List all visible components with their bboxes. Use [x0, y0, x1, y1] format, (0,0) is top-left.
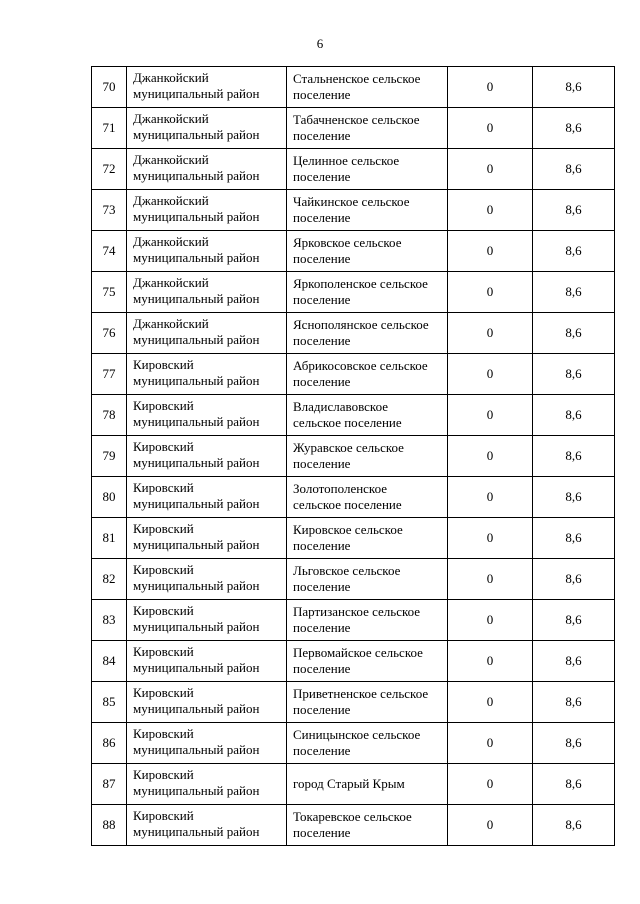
settlement-cell [287, 436, 448, 477]
table-row [92, 436, 615, 477]
value-2-cell: 8,6 [533, 682, 615, 723]
district-name: Кировский муниципальный район [133, 521, 260, 552]
district-name: Кировский муниципальный район [133, 439, 260, 470]
row-number: 81 [92, 518, 127, 559]
district-cell [127, 108, 287, 149]
value-2-cell: 8,6 [533, 354, 615, 395]
district-cell [127, 805, 287, 846]
settlement-name: Ярковское сельское поселение [293, 235, 402, 266]
value-1-cell: 0 [448, 231, 533, 272]
settlement-name: Чайкинское сельское поселение [293, 194, 410, 225]
row-number: 83 [92, 600, 127, 641]
district-name: Джанкойский муниципальный район [133, 70, 260, 101]
district-cell [127, 518, 287, 559]
settlement-cell [287, 190, 448, 231]
value-1-cell: 0 [448, 600, 533, 641]
value-1-cell: 0 [448, 67, 533, 108]
district-cell [127, 272, 287, 313]
row-number: 78 [92, 395, 127, 436]
value-2-cell: 8,6 [533, 149, 615, 190]
row-number: 72 [92, 149, 127, 190]
district-name: Джанкойский муниципальный район [133, 111, 260, 142]
settlement-cell [287, 559, 448, 600]
district-cell [127, 395, 287, 436]
table-row [92, 149, 615, 190]
settlement-cell [287, 641, 448, 682]
table-row [92, 600, 615, 641]
district-name: Кировский муниципальный район [133, 685, 260, 716]
district-name: Кировский муниципальный район [133, 603, 260, 634]
settlement-cell [287, 67, 448, 108]
district-cell [127, 436, 287, 477]
settlement-name: город Старый Крым [293, 776, 405, 791]
value-1-cell: 0 [448, 682, 533, 723]
value-1-cell: 0 [448, 149, 533, 190]
value-2-cell: 8,6 [533, 395, 615, 436]
value-2-cell: 8,6 [533, 559, 615, 600]
district-cell [127, 477, 287, 518]
settlement-cell [287, 231, 448, 272]
row-number: 71 [92, 108, 127, 149]
settlement-cell [287, 313, 448, 354]
district-cell [127, 313, 287, 354]
settlement-name: Токаревское сельское поселение [293, 809, 412, 840]
settlement-cell [287, 805, 448, 846]
settlement-name: Табачненское сельское поселение [293, 112, 420, 143]
settlement-cell [287, 600, 448, 641]
value-1-cell: 0 [448, 805, 533, 846]
settlement-name: Владиславовское сельское поселение [293, 399, 402, 430]
district-name: Кировский муниципальный район [133, 562, 260, 593]
value-1-cell: 0 [448, 354, 533, 395]
table-body [92, 67, 615, 846]
row-number: 85 [92, 682, 127, 723]
settlement-cell [287, 764, 448, 805]
settlement-cell [287, 518, 448, 559]
table-row [92, 805, 615, 846]
district-cell [127, 764, 287, 805]
value-2-cell: 8,6 [533, 231, 615, 272]
table-row [92, 313, 615, 354]
table-row [92, 395, 615, 436]
table-row [92, 354, 615, 395]
district-cell [127, 723, 287, 764]
district-name: Кировский муниципальный район [133, 398, 260, 429]
district-name: Джанкойский муниципальный район [133, 316, 260, 347]
table-row [92, 231, 615, 272]
district-cell [127, 149, 287, 190]
district-name: Джанкойский муниципальный район [133, 275, 260, 306]
row-number: 76 [92, 313, 127, 354]
row-number: 77 [92, 354, 127, 395]
value-2-cell: 8,6 [533, 67, 615, 108]
row-number: 84 [92, 641, 127, 682]
row-number: 79 [92, 436, 127, 477]
value-2-cell: 8,6 [533, 600, 615, 641]
row-number: 70 [92, 67, 127, 108]
district-name: Кировский муниципальный район [133, 808, 260, 839]
settlement-name: Золотополенское сельское поселение [293, 481, 402, 512]
table-row [92, 108, 615, 149]
value-1-cell: 0 [448, 764, 533, 805]
value-1-cell: 0 [448, 518, 533, 559]
table-row [92, 190, 615, 231]
page-number: 6 [316, 36, 324, 51]
table-row [92, 67, 615, 108]
settlement-cell [287, 108, 448, 149]
settlement-name: Кировское сельское поселение [293, 522, 403, 553]
district-name: Кировский муниципальный район [133, 357, 260, 388]
settlement-name: Абрикосовское сельское поселение [293, 358, 428, 389]
value-2-cell: 8,6 [533, 313, 615, 354]
table-row [92, 559, 615, 600]
district-cell [127, 354, 287, 395]
row-number: 82 [92, 559, 127, 600]
row-number: 87 [92, 764, 127, 805]
settlement-name: Льговское сельское поселение [293, 563, 401, 594]
table-row [92, 682, 615, 723]
table-row [92, 641, 615, 682]
value-1-cell: 0 [448, 272, 533, 313]
district-name: Кировский муниципальный район [133, 767, 260, 798]
value-1-cell: 0 [448, 723, 533, 764]
district-name: Кировский муниципальный район [133, 644, 260, 675]
settlements-table [91, 66, 615, 846]
district-name: Джанкойский муниципальный район [133, 234, 260, 265]
district-name: Кировский муниципальный район [133, 726, 260, 757]
settlement-cell [287, 272, 448, 313]
value-1-cell: 0 [448, 190, 533, 231]
district-cell [127, 231, 287, 272]
value-2-cell: 8,6 [533, 518, 615, 559]
settlement-name: Партизанское сельское поселение [293, 604, 421, 635]
settlement-cell [287, 149, 448, 190]
settlement-cell [287, 477, 448, 518]
value-2-cell: 8,6 [533, 723, 615, 764]
table-row [92, 272, 615, 313]
value-1-cell: 0 [448, 559, 533, 600]
value-2-cell: 8,6 [533, 764, 615, 805]
table-row [92, 477, 615, 518]
row-number: 74 [92, 231, 127, 272]
value-2-cell: 8,6 [533, 436, 615, 477]
row-number: 73 [92, 190, 127, 231]
settlement-name: Журавское сельское поселение [293, 440, 404, 471]
settlement-name: Синицынское сельское поселение [293, 727, 421, 758]
district-cell [127, 67, 287, 108]
district-cell [127, 682, 287, 723]
table-row [92, 723, 615, 764]
district-cell [127, 559, 287, 600]
settlement-name: Яснополянское сельское поселение [293, 317, 429, 348]
district-cell [127, 190, 287, 231]
settlement-name: Целинное сельское поселение [293, 153, 400, 184]
row-number: 80 [92, 477, 127, 518]
row-number: 88 [92, 805, 127, 846]
row-number: 86 [92, 723, 127, 764]
table-row [92, 518, 615, 559]
district-cell [127, 641, 287, 682]
settlement-cell [287, 682, 448, 723]
value-2-cell: 8,6 [533, 477, 615, 518]
table-row [92, 764, 615, 805]
row-number: 75 [92, 272, 127, 313]
value-1-cell: 0 [448, 108, 533, 149]
value-2-cell: 8,6 [533, 272, 615, 313]
value-1-cell: 0 [448, 477, 533, 518]
settlement-cell [287, 723, 448, 764]
value-1-cell: 0 [448, 313, 533, 354]
settlement-name: Яркополенское сельское поселение [293, 276, 428, 307]
value-2-cell: 8,6 [533, 190, 615, 231]
value-1-cell: 0 [448, 436, 533, 477]
district-name: Кировский муниципальный район [133, 480, 260, 511]
value-1-cell: 0 [448, 395, 533, 436]
district-cell [127, 600, 287, 641]
value-2-cell: 8,6 [533, 805, 615, 846]
district-name: Джанкойский муниципальный район [133, 193, 260, 224]
settlement-cell [287, 395, 448, 436]
value-2-cell: 8,6 [533, 641, 615, 682]
settlement-cell [287, 354, 448, 395]
settlement-name: Приветненское сельское поселение [293, 686, 429, 717]
settlement-name: Стальненское сельское поселение [293, 71, 421, 102]
value-1-cell: 0 [448, 641, 533, 682]
district-name: Джанкойский муниципальный район [133, 152, 260, 183]
settlement-name: Первомайское сельское поселение [293, 645, 423, 676]
value-2-cell: 8,6 [533, 108, 615, 149]
